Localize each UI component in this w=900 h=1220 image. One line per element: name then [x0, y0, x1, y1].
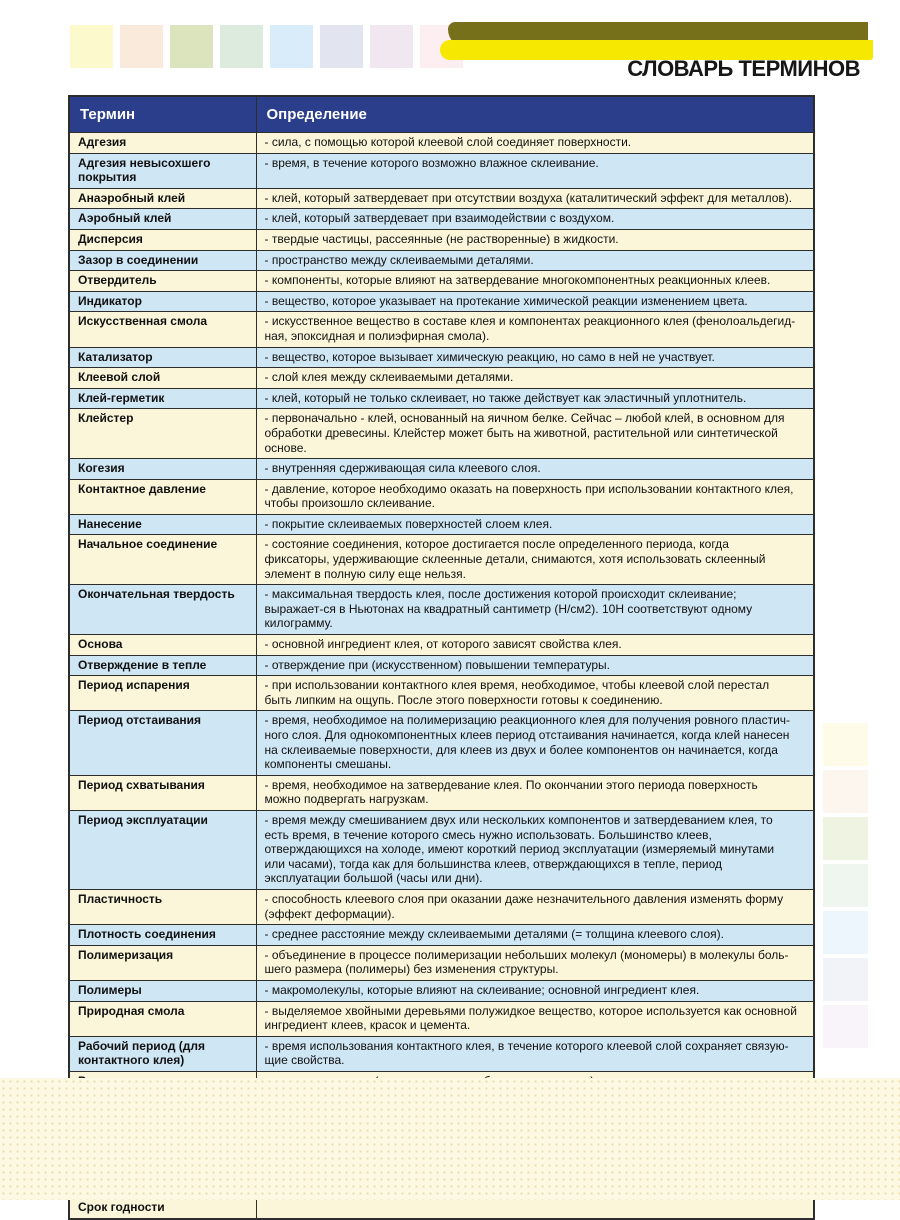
table-row — [69, 459, 814, 480]
page-title: СЛОВАРЬ ТЕРМИНОВ — [627, 56, 860, 81]
table-row — [69, 535, 814, 585]
table-header-row — [69, 96, 814, 133]
term-cell: Контактное давление — [69, 479, 256, 514]
color-square — [270, 25, 313, 68]
definition-cell: - время, необходимое на затвердевание клея. По окончании этого периода поверхность можно подвергать нагрузкам. — [256, 775, 814, 810]
term-cell: Окончательная твердость — [69, 585, 256, 635]
term-cell: Рабочий период (для контактного клея) — [69, 1036, 256, 1071]
term-cell: Полимеры — [69, 980, 256, 1001]
definition-cell: - выделяемое хвойными деревьями полужидкое вещество, которое используется как основной ингредиент клеев, красок и цемента. — [256, 1001, 814, 1036]
table-row — [69, 388, 814, 409]
term-cell: Дисперсия — [69, 229, 256, 250]
color-square — [70, 25, 113, 68]
definition-cell: - твердые частицы, рассеянные (не растворенные) в жидкости. — [256, 229, 814, 250]
color-square — [370, 25, 413, 68]
table-row — [69, 514, 814, 535]
term-cell: Начальное соединение — [69, 535, 256, 585]
table-row — [69, 655, 814, 676]
table-row — [69, 409, 814, 459]
definition-cell: - клей, который не только склеивает, но также действует как эластичный уплотнитель. — [256, 388, 814, 409]
definition-cell: - время, в течение которого возможно влажное склеивание. — [256, 153, 814, 188]
term-cell: Адгезия невысохшего покрытия — [69, 153, 256, 188]
term-cell: Индикатор — [69, 291, 256, 312]
definition-cell: - компоненты, которые влияют на затвердевание многокомпонентных реакционных клеев. — [256, 271, 814, 292]
color-square — [823, 817, 868, 860]
table-row — [69, 188, 814, 209]
definition-cell: - время, необходимое на полимеризацию реакционного клея для получения ровного пластич-ного слоя. Для однокомпонентных клеев период отстаивания начинается, когда клей нанесен на склеиваемые поверхности, для клеев из двух и более компонентов он начинается, когда компоненты смешаны. — [256, 711, 814, 775]
definition-cell: - клей, который затвердевает при взаимодействии с воздухом. — [256, 209, 814, 230]
definition-cell: - основной ингредиент клея, от которого зависят свойства клея. — [256, 635, 814, 656]
term-cell: Отверждение в тепле — [69, 655, 256, 676]
color-square — [170, 25, 213, 68]
definition-cell: - при использовании контактного клея время, необходимое, чтобы клеевой слой перестал быть липким на ощупь. После этого поверхности готовы к соединению. — [256, 676, 814, 711]
table-row — [69, 1001, 814, 1036]
definition-cell: - слой клея между склеиваемыми деталями. — [256, 368, 814, 389]
term-cell: Анаэробный клей — [69, 188, 256, 209]
column-header-term: Термин — [69, 96, 256, 133]
table-row — [69, 1198, 814, 1219]
column-header-definition: Определение — [256, 96, 814, 133]
term-cell: Зазор в соединении — [69, 250, 256, 271]
term-cell: Плотность соединения — [69, 925, 256, 946]
definition-cell — [256, 1198, 814, 1219]
color-square — [220, 25, 263, 68]
term-cell: Полимеризация — [69, 945, 256, 980]
table-row — [69, 133, 814, 154]
definition-cell: - способность клеевого слоя при оказании даже незначительного давления изменять форму (эффект деформации). — [256, 889, 814, 924]
term-cell: Природная смола — [69, 1001, 256, 1036]
table-row — [69, 945, 814, 980]
definition-cell: - внутренняя сдерживающая сила клеевого слоя. — [256, 459, 814, 480]
definition-cell: - сила, с помощью которой клеевой слой соединяет поверхности. — [256, 133, 814, 154]
definition-cell: - покрытие склеиваемых поверхностей слоем клея. — [256, 514, 814, 535]
table-row — [69, 479, 814, 514]
table-row — [69, 229, 814, 250]
term-cell: Клеевой слой — [69, 368, 256, 389]
color-square — [823, 723, 868, 766]
definition-cell: - максимальная твердость клея, после достижения которой происходит склеивание; выражает-ся в Ньютонах на квадратный сантиметр (Н/см2). 10Н соответствуют одному килограмму. — [256, 585, 814, 635]
term-cell: Клейстер — [69, 409, 256, 459]
definition-cell: - вещество, которое указывает на протекание химической реакции изменением цвета. — [256, 291, 814, 312]
color-square — [823, 911, 868, 954]
term-cell: Когезия — [69, 459, 256, 480]
color-square — [823, 958, 868, 1001]
table-row — [69, 291, 814, 312]
table-row — [69, 775, 814, 810]
table-row — [69, 153, 814, 188]
term-cell: Адгезия — [69, 133, 256, 154]
term-cell: Катализатор — [69, 347, 256, 368]
definition-cell: - среднее расстояние между склеиваемыми деталями (= толщина клеевого слоя). — [256, 925, 814, 946]
color-square — [120, 25, 163, 68]
table-row — [69, 925, 814, 946]
table-row — [69, 250, 814, 271]
color-square — [320, 25, 363, 68]
table-row — [69, 347, 814, 368]
term-cell: Клей-герметик — [69, 388, 256, 409]
page-bottom-texture — [0, 1078, 900, 1200]
table-row — [69, 312, 814, 347]
term-cell: Срок годности — [69, 1198, 256, 1219]
table-row — [69, 585, 814, 635]
definition-cell: - клей, который затвердевает при отсутствии воздуха (каталитический эффект для металлов). — [256, 188, 814, 209]
term-cell: Период отстаивания — [69, 711, 256, 775]
table-row — [69, 980, 814, 1001]
term-cell: Основа — [69, 635, 256, 656]
definition-cell: - время использования контактного клея, в течение которого клеевой слой сохраняет связую-щие свойства. — [256, 1036, 814, 1071]
top-color-strip — [70, 25, 463, 68]
color-square — [823, 1005, 868, 1048]
term-cell: Период испарения — [69, 676, 256, 711]
table-row — [69, 711, 814, 775]
definition-cell: - объединение в процессе полимеризации небольших молекул (мономеры) в молекулы боль-шего размера (полимеры) без изменения структуры. — [256, 945, 814, 980]
term-cell: Период эксплуатации — [69, 810, 256, 889]
table-row — [69, 676, 814, 711]
term-cell: Искусственная смола — [69, 312, 256, 347]
table-row — [69, 1036, 814, 1071]
table-row — [69, 209, 814, 230]
term-cell: Аэробный клей — [69, 209, 256, 230]
term-cell: Пластичность — [69, 889, 256, 924]
glossary-table — [68, 95, 815, 1220]
definition-cell: - вещество, которое вызывает химическую реакцию, но само в ней не участвует. — [256, 347, 814, 368]
table-row — [69, 635, 814, 656]
table-row — [69, 271, 814, 292]
term-cell: Нанесение — [69, 514, 256, 535]
definition-cell: - искусственное вещество в составе клея и компонентах реакционного клея (фенолоальдегид-ная, эпоксидная и полиэфирная смола). — [256, 312, 814, 347]
definition-cell: - пространство между склеиваемыми деталями. — [256, 250, 814, 271]
table-row — [69, 810, 814, 889]
definition-cell: - отверждение при (искусственном) повышении температуры. — [256, 655, 814, 676]
table-row — [69, 368, 814, 389]
definition-cell: - первоначально - клей, основанный на яичном белке. Сейчас – любой клей, в основном для обработки древесины. Клейстер может быть на животной, растительной или синтетической основе. — [256, 409, 814, 459]
right-color-strip — [823, 723, 868, 1052]
definition-cell: - давление, которое необходимо оказать на поверхность при использовании контактного клея, чтобы произошло склеивание. — [256, 479, 814, 514]
table-row — [69, 889, 814, 924]
glossary-table-wrap — [68, 95, 815, 1220]
definition-cell: - время между смешиванием двух или нескольких компонентов и затвердеванием клея, то есть время, в течение которого смесь нужно использовать. Большинство клеев, отверждающихся на холоде, имеют короткий период эксплуатации (измеряемый минутами или часами), тогда как для большинства клеев, отверждающихся в тепле, период эксплуатации большой (часы или дни). — [256, 810, 814, 889]
definition-cell: - состояние соединения, которое достигается после определенного периода, когда фиксаторы, удерживающие склеенные детали, снимаются, хотя использовать склеенный элемент в полную силу еще нельзя. — [256, 535, 814, 585]
term-cell: Период схватывания — [69, 775, 256, 810]
color-square — [823, 770, 868, 813]
definition-cell: - макромолекулы, которые влияют на склеивание; основной ингредиент клея. — [256, 980, 814, 1001]
color-square — [823, 864, 868, 907]
term-cell: Отвердитель — [69, 271, 256, 292]
